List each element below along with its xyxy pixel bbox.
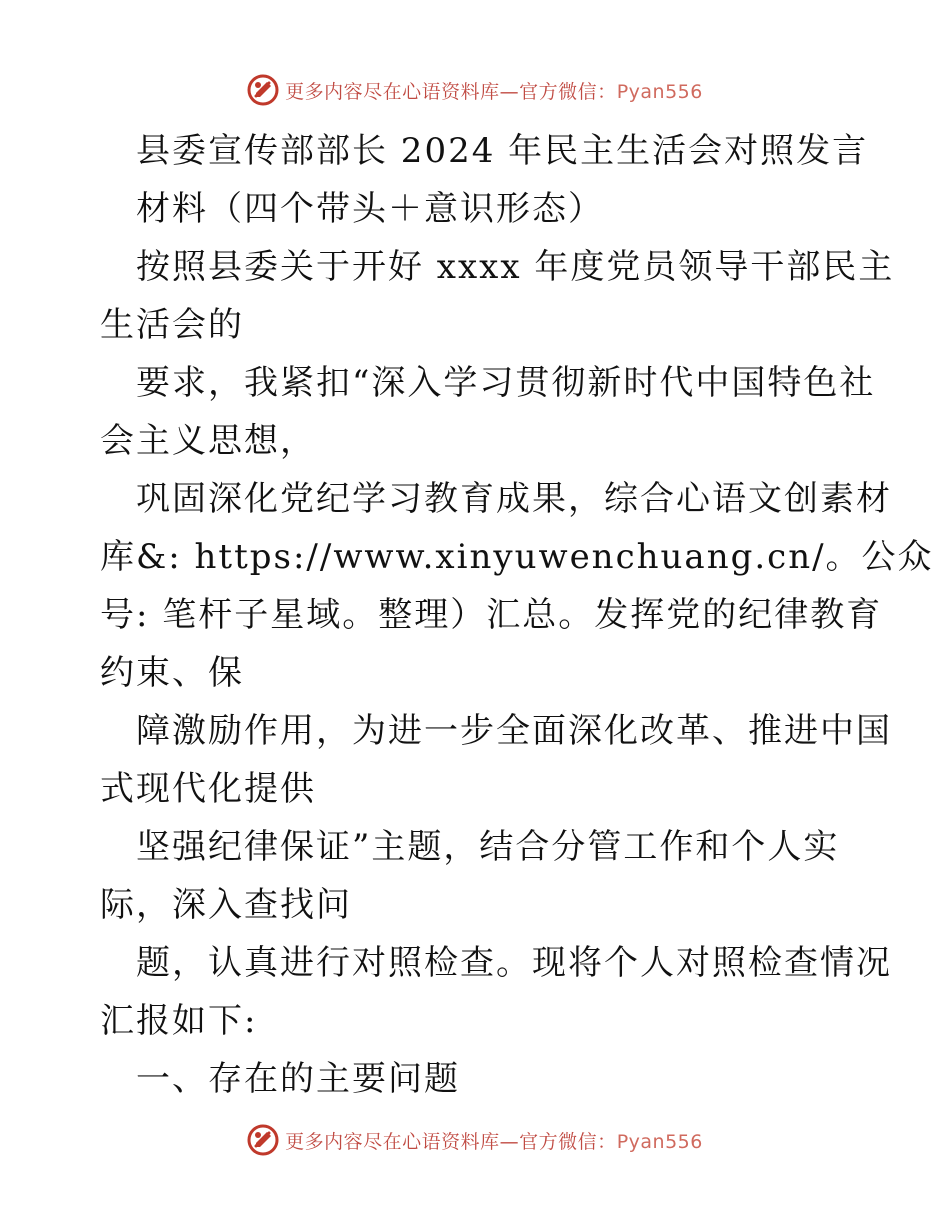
doc-line: 要求，我紧扣“深入学习贯彻新时代中国特色社 [136, 363, 876, 403]
doc-line: 坚强纪律保证”主题，结合分管工作和个人实 [136, 827, 840, 867]
doc-line: 生活会的 [100, 305, 244, 345]
doc-line: 约束、保 [100, 653, 244, 693]
watermark-wechat-id: Pyan556 [616, 80, 703, 103]
doc-line: 按照县委关于开好 xxxx 年度党员领导干部民主 [136, 247, 895, 287]
doc-line: 障激励作用，为进一步全面深化改革、推进中国 [136, 711, 892, 751]
doc-line: 汇报如下: [100, 1001, 258, 1041]
watermark-dash: — [499, 1130, 520, 1153]
doc-line: 际，深入查找问 [100, 885, 352, 925]
doc-line: 号: 笔杆子星域。整理）汇总。发挥党的纪律教育 [100, 595, 883, 635]
watermark-footer [0, 1120, 950, 1160]
watermark-official: 官方微信： [519, 80, 617, 103]
section-heading: 一、存在的主要问题 [136, 1059, 460, 1099]
doc-line: 巩固深化党纪学习教育成果，综合心语文创素材 [136, 479, 892, 519]
doc-line: 材料（四个带头＋意识形态） [136, 189, 604, 229]
watermark-wechat-id: Pyan556 [616, 1130, 703, 1153]
document-body [100, 122, 934, 1108]
watermark-header [0, 70, 950, 110]
watermark-brand: 更多内容尽在心语资料库 [285, 1130, 500, 1153]
watermark-dash: — [499, 80, 520, 103]
doc-line: 题，认真进行对照检查。现将个人对照检查情况 [136, 943, 892, 983]
doc-line: 县委宣传部部长 2024 年民主生活会对照发言 [136, 131, 869, 171]
brand-logo-icon [247, 1124, 279, 1156]
watermark-brand: 更多内容尽在心语资料库 [285, 80, 500, 103]
watermark-official: 官方微信： [519, 1130, 617, 1153]
doc-line-url: 库&: https://www.xinyuwenchuang.cn/。公众 [100, 537, 934, 577]
doc-line: 式现代化提供 [100, 769, 316, 809]
brand-logo-icon [247, 74, 279, 106]
doc-line: 会主义思想， [100, 421, 316, 461]
